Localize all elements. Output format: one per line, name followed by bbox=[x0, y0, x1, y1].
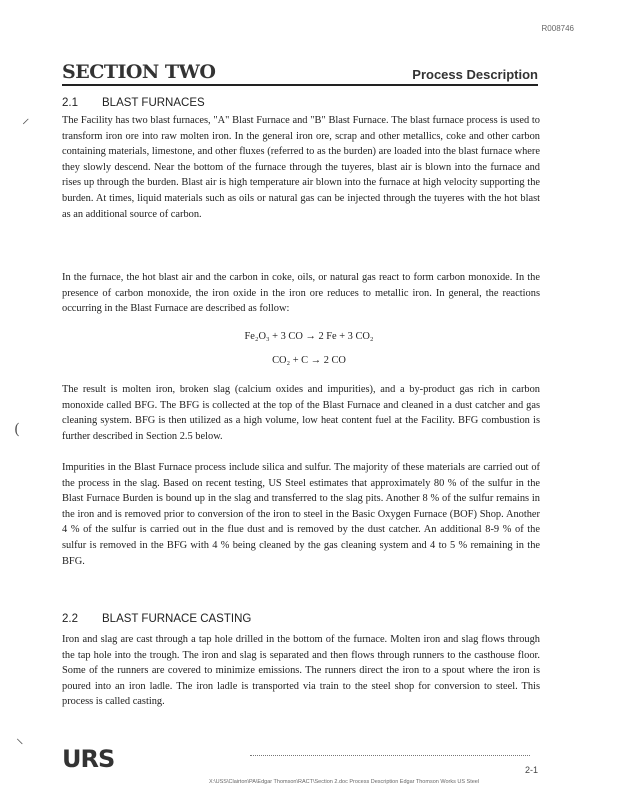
section-header bbox=[62, 58, 538, 86]
footer-fine-print: X:\USS\Clairton\PA\Edgar Thomson\RACT\Section 2.doc Process Description Edgar Thomson Works US Steel bbox=[208, 779, 480, 785]
footer-divider bbox=[250, 755, 530, 756]
section-title: SECTION TWO bbox=[62, 61, 216, 83]
paragraph: Impurities in the Blast Furnace process include silica and sulfur. The majority of these materials are carried out of the process in the slag. Based on recent testing, US Steel estimates that approximately 80 % of the sulfur in the Blast Furnace Burden is bound up in the slag and transferred to the slag pits. Another 8 % of the sulfur remains in the iron and is removed prior to conversion of the iron to steel in the Basic Oxygen Furnace (BOF) Shop. Another 4 % of the sulfur is carried out in the flue dust and is removed by the dust catcher. An additional 8-9 % of the sulfur is removed in the BFG with 4 % being cleaned by the gas cleaning system and 4 to 5 % remaining in the BFG. bbox=[62, 462, 540, 567]
paragraph: Iron and slag are cast through a tap hole drilled in the bottom of the furnace. Molten iron and slag flows through the tap hole into the trough. The iron and slag is separated and then flows through runners to the casthouse floor. Some of the runners are covered to minimize emissions. The runners direct the iron to a spout where the iron is poured into an iron ladle. The iron ladle is transported via train to the steel shop for conversion to steel. This process is called casting. bbox=[62, 634, 540, 708]
margin-mark-icon: ⸝ bbox=[22, 109, 30, 127]
process-description-title: Process Description bbox=[412, 67, 538, 82]
equation: Fe₂O₃ + 3 CO → 2 Fe + 3 CO₂ bbox=[244, 331, 374, 342]
equation: CO₂ + C → 2 CO bbox=[272, 355, 346, 366]
paragraph: The result is molten iron, broken slag (calcium oxides and impurities), and a by-product gas rich in carbon monoxide called BFG. The BFG is collected at the top of the Blast Furnace and cleaned in a dust catcher and gas cleaning system. BFG is then utilized as a high volume, low heat content fuel at the Facility. BFG combustion is further described in Section 2.5 below. bbox=[62, 384, 540, 442]
paragraph: The Facility has two blast furnaces, "A" Blast Furnace and "B" Blast Furnace. The blast furnace process is used to transform iron ore into raw molten iron. In the general iron ore, scrap and other metallics, coke and other carbon containing materials, limestone, and other fluxes (referred to as the burden) are loaded into the blast furnace where they slowly descend. Near the bottom of the furnace through the tuyeres, blast air is blown into the furnace and rises up through the burden. Blast air is high temperature air blown into the furnace at high velocity supporting the burden. At times, liquid materials such as oils or natural gas can be injected through the tuyeres with the hot blast as an additional source of carbon. bbox=[62, 115, 540, 220]
margin-bracket-icon: ( bbox=[14, 420, 20, 438]
section-heading-text: BLAST FURNACE CASTING bbox=[102, 613, 252, 625]
section-heading-2-2 bbox=[62, 613, 251, 625]
page-number: 2-1 bbox=[524, 765, 538, 775]
section-number: 2.2 bbox=[62, 613, 78, 625]
paragraph: In the furnace, the hot blast air and the carbon in coke, oils, or natural gas react to form carbon monoxide. In the presence of carbon monoxide, the iron oxide in the iron ore reduces to metallic iron. In general, the reactions occurring in the Blast Furnace are described as follow: bbox=[62, 272, 540, 315]
section-heading-text: BLAST FURNACES bbox=[102, 97, 205, 109]
section-heading-2-1 bbox=[62, 97, 205, 109]
section-number: 2.1 bbox=[62, 97, 78, 109]
margin-mark-icon: ⸜ bbox=[16, 729, 24, 747]
document-number: R008746 bbox=[541, 24, 574, 33]
urs-logo: URS bbox=[62, 745, 115, 773]
